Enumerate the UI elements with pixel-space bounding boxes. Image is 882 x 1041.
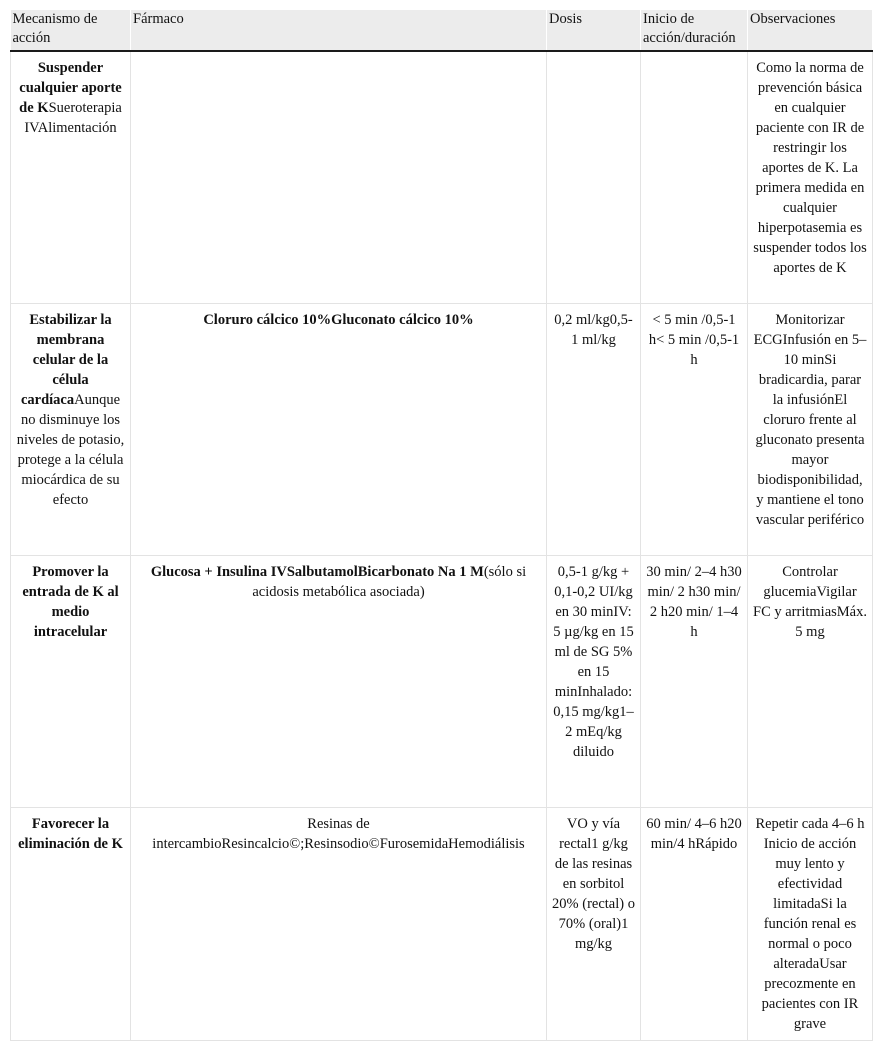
dose-cell: 0,5-1 g/kg + 0,1-0,2 UI/kg en 30 minIV: 5 µg/kg en 15 ml de SG 5% en 15 minInhalado: 0,15 mg/kg1–2 mEq/kg diluido <box>547 556 641 808</box>
drug-cell <box>131 808 547 1041</box>
table-body <box>11 51 873 1041</box>
table-row <box>11 808 873 1041</box>
drug-note: (sólo si acidosis metabólica asociada) <box>252 564 527 600</box>
drug-cell <box>131 51 547 304</box>
header-onset: Inicio de acción/duración <box>641 10 748 51</box>
onset-cell <box>641 51 748 304</box>
onset-cell: 30 min/ 2–4 h30 min/ 2 h30 min/ 2 h20 min/ 1–4 h <box>641 556 748 808</box>
mechanism-title: Estabilizar la membrana celular de la célula cardíaca <box>20 312 112 408</box>
hyperkalemia-treatment-table <box>10 10 873 1041</box>
table-header <box>11 10 873 51</box>
dose-cell <box>547 51 641 304</box>
onset-cell: < 5 min /0,5-1 h< 5 min /0,5-1 h <box>641 304 748 556</box>
drug-cell <box>131 304 547 556</box>
header-drug: Fármaco <box>131 10 547 51</box>
mechanism-cell <box>11 556 131 808</box>
drug-names: Glucosa + Insulina IVSalbutamolBicarbonato Na 1 M <box>150 564 484 580</box>
drug-names: Cloruro cálcico 10%Gluconato cálcico 10% <box>203 312 474 328</box>
observations-cell: Como la norma de prevención básica en cualquier paciente con IR de restringir los aportes de K. La primera medida en cualquier hiperpotasemia es suspender todos los aportes de K <box>748 51 873 304</box>
onset-cell: 60 min/ 4–6 h20 min/4 hRápido <box>641 808 748 1041</box>
mechanism-cell <box>11 304 131 556</box>
observations-cell: Controlar glucemiaVigilar FC y arritmiasMáx. 5 mg <box>748 556 873 808</box>
drug-cell <box>131 556 547 808</box>
table-row <box>11 556 873 808</box>
mechanism-cell <box>11 51 131 304</box>
mechanism-title: Promover la entrada de K al medio intracelular <box>22 564 119 640</box>
header-row <box>11 10 873 51</box>
header-observations: Observaciones <box>748 10 873 51</box>
header-mechanism: Mecanismo de acción <box>11 10 131 51</box>
table-row <box>11 304 873 556</box>
mechanism-detail: Sueroterapia IVAlimentación <box>24 100 122 136</box>
dose-cell: 0,2 ml/kg0,5-1 ml/kg <box>547 304 641 556</box>
mechanism-detail: Aunque no disminuye los niveles de potasio, protege a la célula miocárdica de su efecto <box>16 392 125 508</box>
drug-note: Resinas de intercambioResincalcio©;Resinsodio©FurosemidaHemodiálisis <box>152 816 525 852</box>
mechanism-cell <box>11 808 131 1041</box>
mechanism-title: Favorecer la eliminación de K <box>18 816 123 852</box>
observations-cell: Repetir cada 4–6 h Inicio de acción muy lento y efectividad limitadaSi la función renal es normal o poco alteradaUsar precozmente en pacientes con IR grave <box>748 808 873 1041</box>
table-row <box>11 51 873 304</box>
header-dose: Dosis <box>547 10 641 51</box>
observations-cell: Monitorizar ECGInfusión en 5–10 minSi bradicardia, parar la infusiónEl cloruro frente al gluconato presenta mayor biodisponibilidad, y mantiene el tono vascular periférico <box>748 304 873 556</box>
mechanism-title: Suspender cualquier aporte de K <box>19 60 122 116</box>
dose-cell: VO y vía rectal1 g/kg de las resinas en sorbitol 20% (rectal) o 70% (oral)1 mg/kg <box>547 808 641 1041</box>
